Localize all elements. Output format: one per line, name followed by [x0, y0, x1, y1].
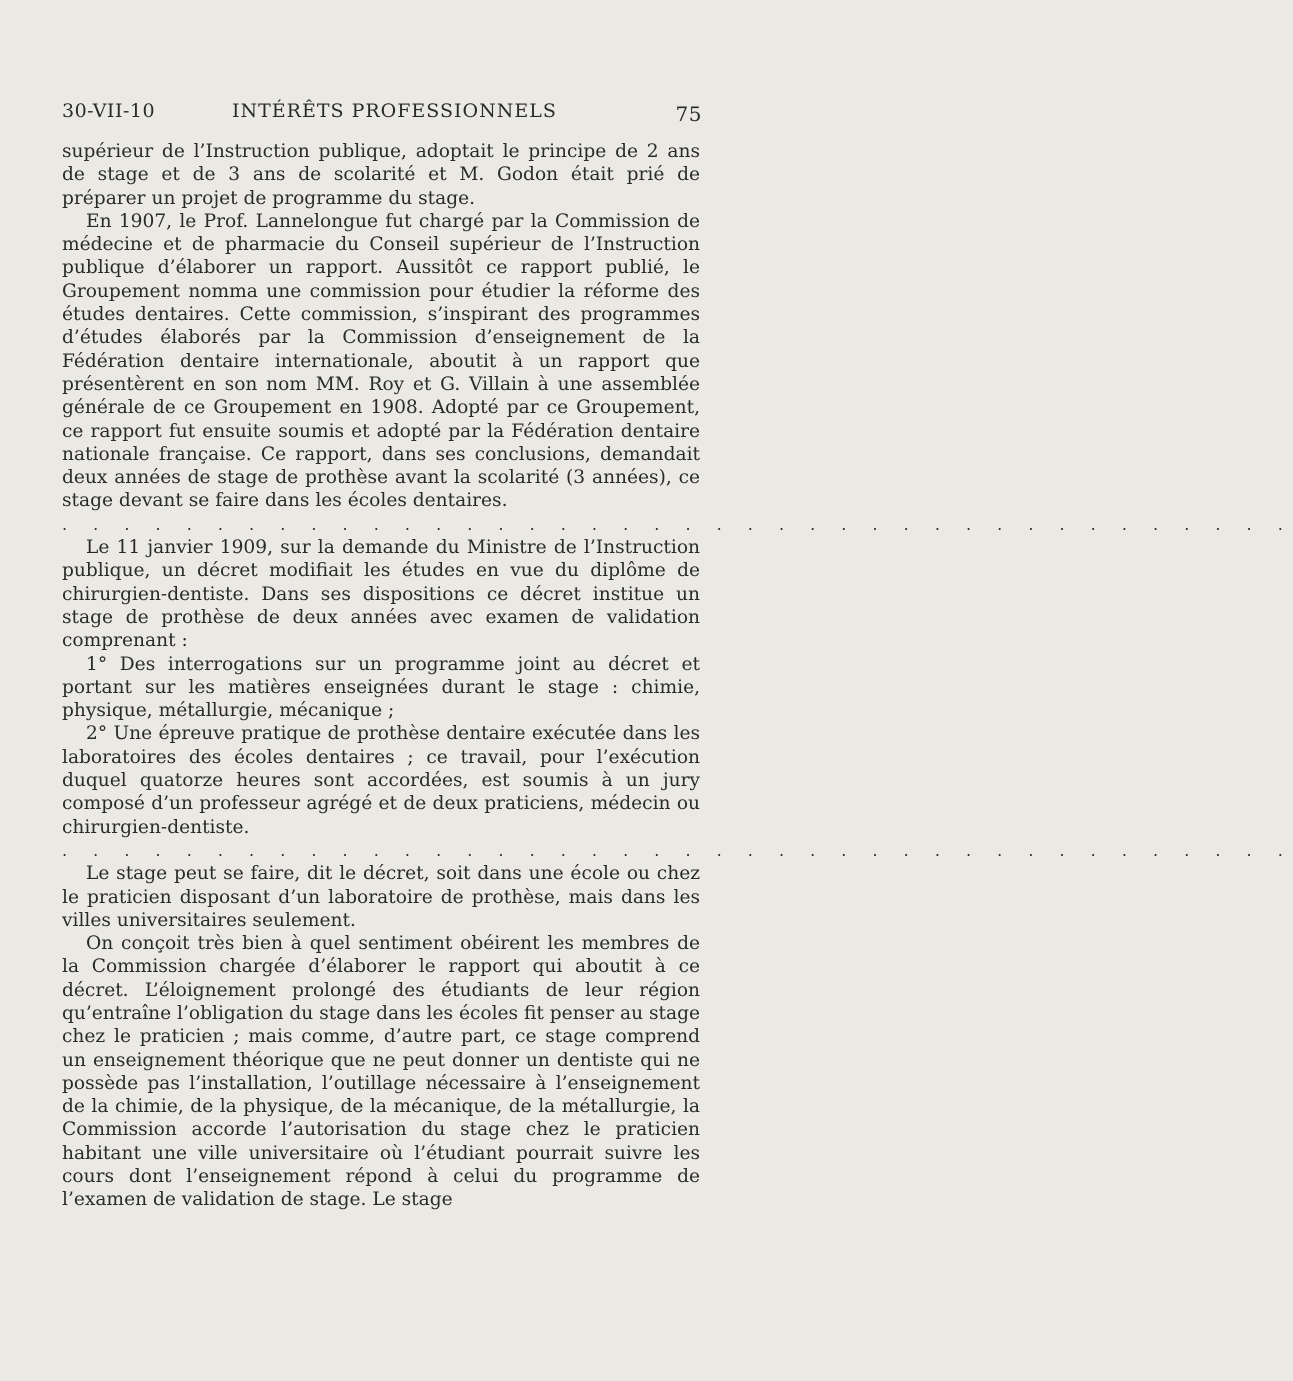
page-number: 75: [675, 102, 702, 126]
header-date: 30-VII-10: [62, 100, 156, 122]
page-body: [62, 140, 1293, 1212]
header-title: INTÉRÊTS PROFESSIONNELS: [232, 100, 557, 122]
paragraph-decret: Le 11 janvier 1909, sur la demande du Ministre de l’Instruction publique, un décret modifiait les études en vue du diplôme de chirurgien-dentiste. Dans ses dispositions ce décret institue un stage de prothèse de deux années avec examen de validation comprenant :: [62, 537, 700, 652]
paragraph-lannelongue: En 1907, le Prof. Lannelongue fut chargé par la Commission de médecine et de pharmacie du Conseil supérieur de l’Instruction publique d’élaborer un rapport. Aussitôt ce rapport publié, le Groupement nomma une commission pour étudier la réforme des études dentaires. Cette commission, s’inspirant des programmes d’études élaborés par la Commission d’enseignement de la Fédération dentaire internationale, aboutit à un rapport que présentèrent en son nom MM. Roy et G. Villain à une assemblée générale de ce Groupement en 1908. Adopté par ce Groupement, ce rapport fut ensuite soumis et adopté par la Fédération dentaire nationale française. Ce rapport, dans ses conclusions, demandait deux années de stage de prothèse avant la scolarité (3 années), ce stage devant se faire dans les écoles dentaires.: [62, 210, 700, 512]
paragraph-commission: On conçoit très bien à quel sentiment obéirent les membres de la Commission chargée d’élaborer le rapport qui aboutit à ce décret. L’éloignement prolongé des étudiants de leur région qu’entraîne l’obligation du stage dans les écoles fit penser au stage chez le praticien ; mais comme, d’autre part, ce stage comprend un enseignement théorique que ne peut donner un dentiste qui ne possède pas l’installation, l’outillage nécessaire à l’enseignement de la chimie, de la physique, de la mécanique, de la métallurgie, la Commission accorde l’autorisation du stage chez le praticien habitant une ville universitaire où l’étudiant pourrait suivre les cours dont l’enseignement répond à celui du programme de l’examen de validation de stage. Le stage: [62, 933, 700, 1211]
paragraph-stage: Le stage peut se faire, dit le décret, soit dans une école ou chez le praticien disposant d’un laboratoire de prothèse, mais dans les villes universitaires seulement.: [62, 863, 700, 931]
paragraph-item-2: 2° Une épreuve pratique de prothèse dentaire exécutée dans les laboratoires des écoles dentaires ; ce travail, pour l’exécution duquel quatorze heures sont accordées, est soumis à un jury composé d’un professeur agrégé et de deux praticiens, médecin ou chirurgien-dentiste.: [62, 723, 700, 838]
ellipsis-divider: . . . . . . . . . . . . . . . . . . . . . . . . . . . . . . . . . . . . . . . .: [62, 840, 1293, 860]
ellipsis-divider: . . . . . . . . . . . . . . . . . . . . . . . . . . . . . . . . . . . . . . . .: [62, 514, 1293, 534]
running-header: [62, 100, 702, 128]
paragraph-item-1: 1° Des interrogations sur un programme joint au décret et portant sur les matières enseignées durant le stage : chimie, physique, métallurgie, mécanique ;: [62, 653, 700, 722]
paragraph-continuation: supérieur de l’Instruction publique, adoptait le principe de 2 ans de stage et de 3 ans de scolarité et M. Godon était prié de préparer un projet de programme du stage.: [62, 141, 700, 209]
